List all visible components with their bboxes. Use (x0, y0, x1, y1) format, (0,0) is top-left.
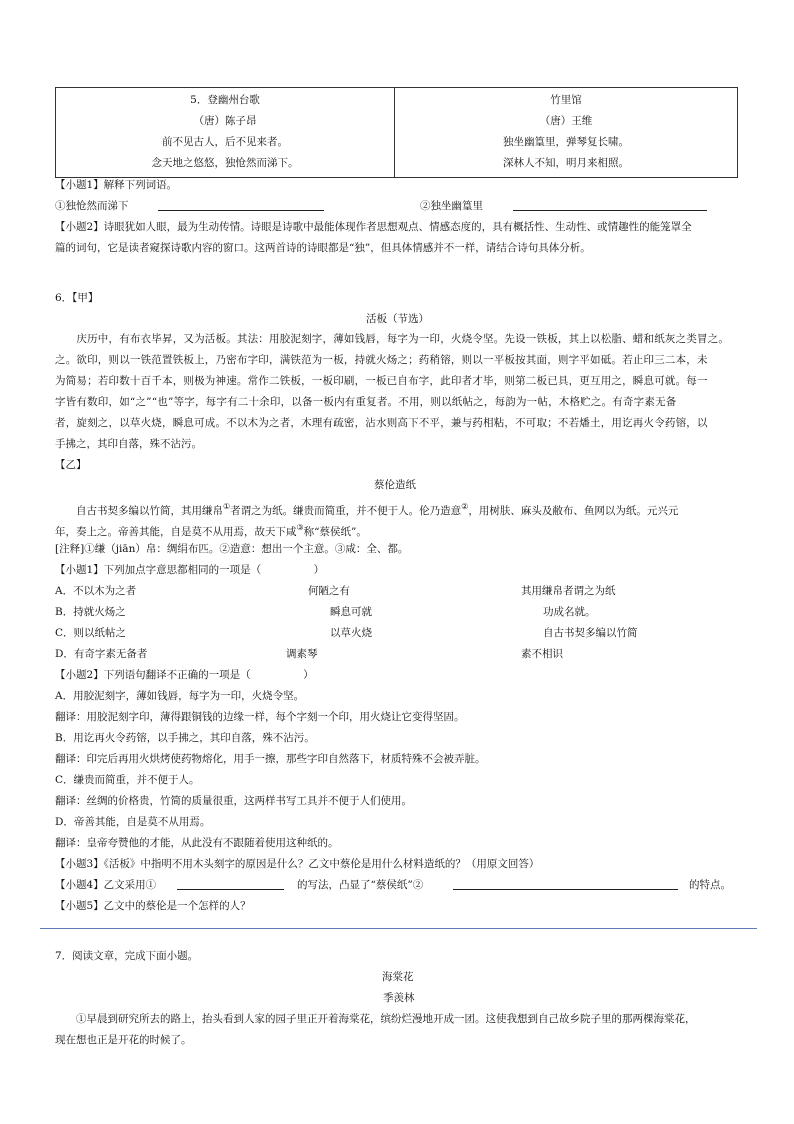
passage-line: ①早晨到研究所去的路上，抬头看到人家的园子里正开着海棠花，缤纷烂漫地开成一团。这使我想到自己故乡院子里的那两棵海棠花， (55, 1013, 696, 1025)
poem-line: 深林人不知，明月来相照。 (503, 157, 629, 169)
sub2-line: D．帝善其能，自是莫不从用焉。 (55, 816, 211, 828)
q6-sub2: 【小题2】下列语句翻译不正确的一项是（ ） (55, 669, 314, 681)
sub2-line: 翻译：丝绸的价格贵，竹简的质量很重，这两样书写工具并不便于人们使用。 (55, 795, 412, 807)
passage-line (55, 521, 367, 539)
passage-line: 为简易；若印数十百千本，则极为神速。常作二铁板，一板印刷，一板已自布字，此印者才毕，则第二板已具，更互用之，瞬息可就。每一 (55, 375, 708, 387)
poem-author: （唐）王维 (539, 115, 593, 127)
sub2-line: 翻译：印完后再用火烘烤使药物熔化，用手一擦，那些字印自然落下，材质特殊不会被弄脏。 (55, 753, 486, 765)
footnote-mark: ① (223, 502, 231, 511)
q6-sub3: 【小题3】《活板》中指明不用木头刻字的原因是什么？乙文中蔡伦是用什么材料造纸的？（用原文回答） (55, 858, 540, 870)
footnote-mark: ③ (296, 523, 304, 532)
q6-sub1: 【小题1】下列加点字意思都相同的一项是（ ） (55, 564, 325, 576)
poem-author: （唐）陈子昂 (193, 115, 257, 127)
sub2-line: A．用胶泥刻字，薄如钱唇，每字为一印，火烧令坚。 (55, 690, 305, 702)
text-span: 年，奏上之。帝善其能，自是莫不从用焉，故天下咸 (55, 526, 297, 538)
q7-heading: 7．阅读文章，完成下面小题。 (55, 950, 199, 962)
q6-sub5: 【小题5】乙文中的蔡伦是一个怎样的人？ (55, 900, 251, 912)
q5-sub2-line: 篇的词句，它是读者窥探诗歌内容的窗口。这两首诗的诗眼都是“独”，但具体情感并不一样，请结合诗句具体分析。 (55, 242, 591, 254)
passage-line: 字皆有数印，如“之”“也”等字，每字有二十余印，以备一板内有重复者。不用，则以纸帖之，每韵为一帖，木格贮之。有奇字素无备 (55, 396, 677, 408)
q6-sub4-end: 的特点。 (689, 879, 731, 891)
answer-blank[interactable] (158, 210, 324, 211)
option-c: C．则以纸帖之 (55, 627, 127, 639)
option-d-item: 调素琴 (286, 648, 318, 660)
poem-comparison-table (55, 87, 738, 178)
text-span: ，用树肤、麻头及敝布、鱼网以为纸。元兴元 (468, 505, 679, 517)
poem-cell-left (56, 88, 395, 178)
text-span: 自古书契多编以竹简，其用缣帛 (55, 505, 223, 517)
option-b: B．持就火炀之 (55, 606, 126, 618)
sub2-line: 翻译：皇帝夸赞他的才能，从此没有不跟随着使用这种纸的。 (55, 837, 339, 849)
option-d-item: 素不相识 (521, 648, 563, 660)
section-divider (40, 928, 757, 929)
text-span: 者谓之为纸。缣贵而简重，并不便于人。伦乃造意 (230, 505, 462, 517)
sub2-line: B．用讫再火令药镕，以手拂之，其印自落，殊不沾污。 (55, 732, 315, 744)
sub2-line: 翻译：用胶泥刻字印，薄得跟铜钱的边缘一样，每个字刻一个印，用火烧让它变得坚固。 (55, 711, 465, 723)
option-a-item: 其用缣帛者谓之为纸 (521, 585, 616, 597)
q5-item2: ②独坐幽篁里 (420, 200, 483, 212)
passage-title: 海棠花 (382, 971, 414, 983)
passage-line: 者，旋刻之，以草火烧，瞬息可成。不以木为之者，木理有疏密，沾水则高下不平，兼与药相粘，不可取；不若燔土，用讫再火令药镕，以 (55, 417, 708, 429)
option-a: A．不以木为之者 (55, 585, 137, 597)
passage-author: 季羡林 (383, 992, 415, 1004)
answer-blank[interactable] (513, 210, 707, 211)
option-d: D．有奇字素无备者 (55, 648, 148, 660)
option-a-item: 何陋之有 (308, 585, 350, 597)
q6-heading: 6．【甲】 (55, 292, 99, 304)
footnote-mark: ② (461, 502, 469, 511)
q6-sub4-mid: 的写法，凸显了“蔡侯纸”② (297, 879, 424, 891)
q5-item1: ①独怆然而涕下 (55, 200, 129, 212)
poem-line: 前不见古人，后不见来者。 (162, 136, 288, 148)
poem-title: 竹里馆 (550, 94, 582, 106)
passage-title: 蔡伦造纸 (374, 479, 416, 491)
q5-sub2-line: 【小题2】诗眼犹如人眼，最为生动传情。诗眼是诗歌中最能体现作者思想观点、情感态度的，具有概括性、生动性、或情趣性的能笼罩全 (55, 221, 692, 233)
sub2-line: C．缣贵而简重，并不便于人。 (55, 774, 200, 786)
poem-cell-right (395, 88, 738, 178)
q5-sub1: 【小题1】解释下列词语。 (55, 179, 178, 191)
passage-line: 手拂之，其印自落，殊不沾污。 (55, 438, 202, 450)
passage-line: 之。欲印，则以一铁范置铁板上，乃密布字印，满铁范为一板，持就火炀之；药稍镕，则以一平板按其面，则字平如砥。若止印三二本，未 (55, 354, 708, 366)
passage-title: 活板（节选） (366, 313, 429, 325)
option-b-item: 功成名就。 (543, 606, 596, 618)
q6-sub4: 【小题4】乙文采用① (55, 879, 157, 891)
poem-line: 念天地之悠悠，独怆然而涕下。 (151, 157, 299, 169)
option-c-item: 以草火烧 (330, 627, 372, 639)
poem-line: 独坐幽篁里，弹琴复长啸。 (503, 136, 629, 148)
yi-heading: 【乙】 (55, 459, 87, 471)
passage-line: 庆历中，有布衣毕昇，又为活板。其法：用胶泥刻字，薄如钱唇，每字为一印，火烧令坚。先设一铁板，其上以松脂、蜡和纸灰之类冒之。 (55, 333, 730, 345)
text-span: 称“蔡侯纸”。 (303, 526, 367, 538)
option-c-item: 自古书契多编以竹简 (543, 627, 638, 639)
poem-title: 5．登幽州台歌 (190, 94, 260, 106)
passage-line (55, 500, 678, 518)
option-b-item: 瞬息可就 (330, 606, 372, 618)
answer-blank[interactable] (453, 889, 678, 890)
answer-blank[interactable] (177, 889, 284, 890)
annotation-note: [注释]①缣（jiān）帛：绸绢布匹。②造意：想出一个主意。③咸：全、都。 (55, 543, 409, 555)
passage-line: 现在想也正是开花的时候了。 (55, 1034, 192, 1046)
